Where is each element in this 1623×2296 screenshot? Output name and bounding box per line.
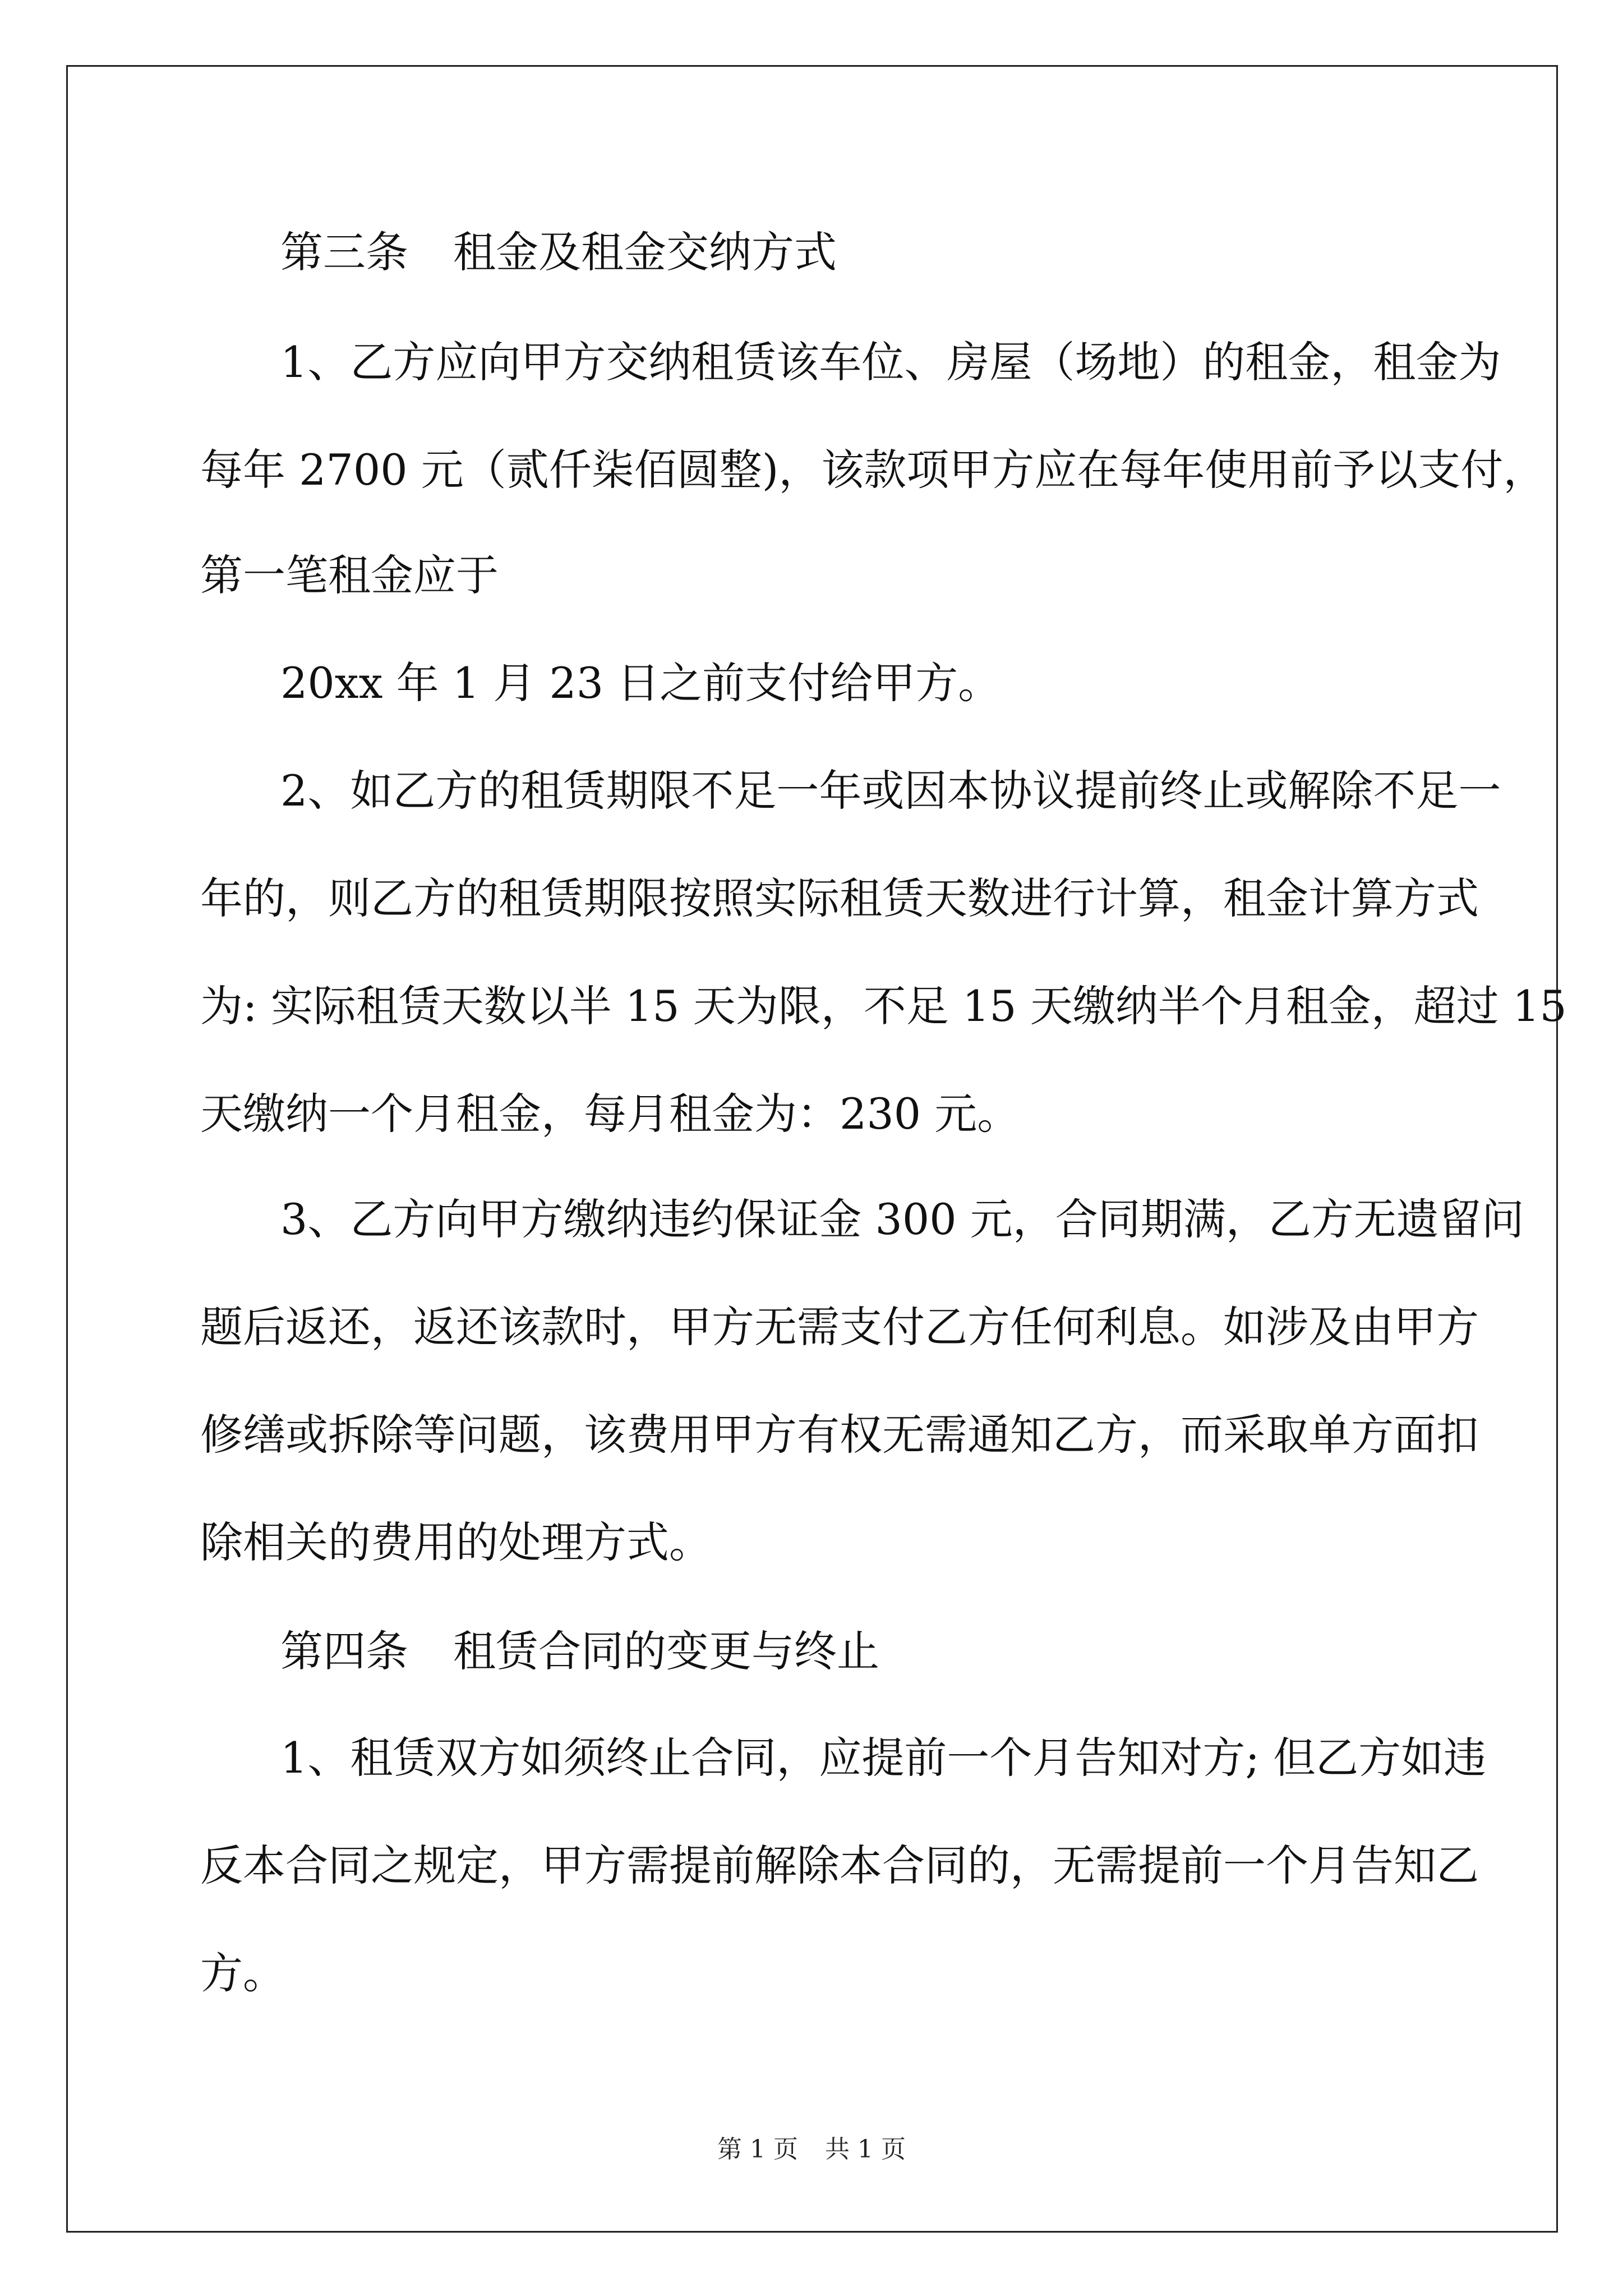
- page-footer: [0, 2137, 1623, 2162]
- page-number: 第 1 页: [717, 2135, 798, 2164]
- paragraph-line: 1、乙方应向甲方交纳租赁该车位、房屋（场地）的租金，租金为: [280, 337, 1501, 387]
- paragraph-line: 每年 2700 元（贰仟柒佰圆整)，该款项甲方应在每年使用前予以支付，: [200, 445, 1546, 495]
- paragraph-line: 为: 实际租赁天数以半 15 天为限，不足 15 天缴纳半个月租金，超过 15: [200, 981, 1567, 1031]
- paragraph-line: 年的，则乙方的租赁期限按照实际租赁天数进行计算，租金计算方式: [200, 873, 1479, 923]
- paragraph-line: 方。: [200, 1948, 285, 1998]
- paragraph-line: 1、租赁双方如须终止合同，应提前一个月告知对方; 但乙方如违: [280, 1733, 1487, 1783]
- paragraph-line: 修缮或拆除等问题，该费用甲方有权无需通知乙方，而采取单方面扣: [200, 1410, 1479, 1460]
- paragraph-line: 除相关的费用的处理方式。: [200, 1517, 712, 1567]
- paragraph-line: 反本合同之规定，甲方需提前解除本合同的，无需提前一个月告知乙: [200, 1841, 1479, 1890]
- article-3-number: 第三条: [280, 227, 408, 277]
- paragraph-line: 题后返还，返还该款时，甲方无需支付乙方任何利息。如涉及由甲方: [200, 1302, 1479, 1352]
- article-4-number: 第四条: [280, 1626, 408, 1676]
- article-4-heading: [280, 1626, 879, 1676]
- paragraph-line: 天缴纳一个月租金，每月租金为：230 元。: [200, 1089, 1020, 1139]
- paragraph-line: 第一笔租金应于: [200, 550, 499, 600]
- paragraph-line: 3、乙方向甲方缴纳违约保证金 300 元，合同期满，乙方无遗留问: [280, 1194, 1524, 1244]
- page-total: 共 1 页: [825, 2135, 906, 2164]
- article-3-heading: [280, 227, 837, 277]
- article-3-title: 租金及租金交纳方式: [453, 227, 837, 277]
- paragraph-line: 2、如乙方的租赁期限不足一年或因本协议提前终止或解除不足一: [280, 766, 1501, 816]
- paragraph-line: 20xx 年 1 月 23 日之前支付给甲方。: [280, 658, 1001, 708]
- article-4-title: 租赁合同的变更与终止: [453, 1626, 879, 1676]
- page-border: [66, 65, 1567, 2233]
